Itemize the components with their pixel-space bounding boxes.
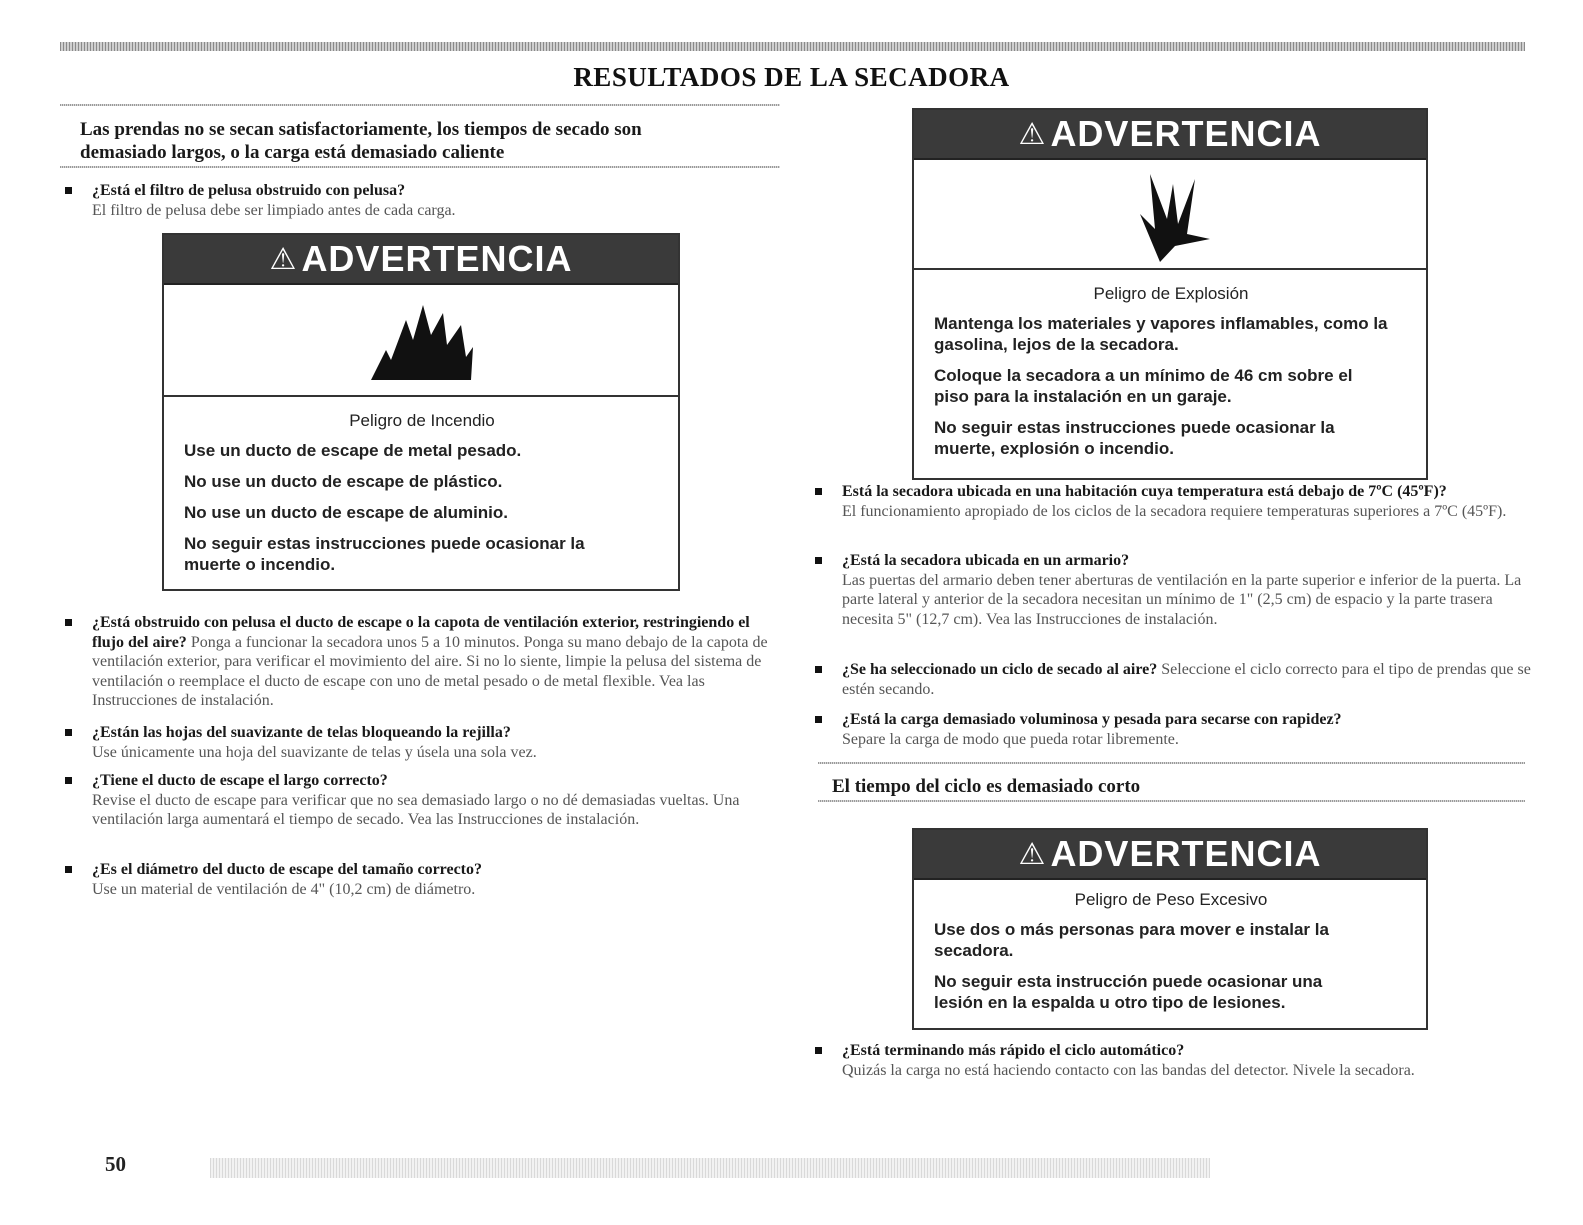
list-item: ¿Está la carga demasiado voluminosa y pesada para secarse con rapidez? Separe la carga de modo que pueda rotar libremente. <box>842 710 1532 749</box>
warning-line: No use un ducto de escape de plástico. <box>184 472 503 491</box>
page-title: RESULTADOS DE LA SECADORA <box>573 62 1010 92</box>
warning-box-weight <box>912 828 1428 1030</box>
warning-line: Use dos o más personas para mover e instalar la secadora. <box>934 920 1329 960</box>
section-heading: Las prendas no se secan satisfactoriamente, los tiempos de secado son demasiado largos, o la carga está demasiado caliente <box>80 119 642 163</box>
warning-box-fire <box>162 233 680 591</box>
hazard-icon-area <box>164 285 678 397</box>
warning-header: ⚠ ADVERTENCIA <box>164 235 678 285</box>
divider <box>818 762 1525 764</box>
list-item: ¿Está el filtro de pelusa obstruido con pelusa? El filtro de pelusa debe ser limpiado antes de cada carga. <box>92 181 782 220</box>
warning-line: No seguir estas instrucciones puede ocasionar la muerte o incendio. <box>184 534 585 574</box>
warning-triangle-icon: ⚠ <box>1018 117 1047 151</box>
fire-icon <box>361 295 481 385</box>
list-item: ¿Tiene el ducto de escape el largo correcto? Revise el ducto de escape para verificar que no sea demasiado largo o no dé demasiadas vueltas. Una ventilación larga aumentará el tiempo de secado. Vea las Instrucciones de instalación. <box>92 771 782 830</box>
hazard-title: Peligro de Explosión <box>1093 284 1249 303</box>
list-item: ¿Está obstruido con pelusa el ducto de escape o la capota de ventilación exterior, restringiendo el flujo del aire? Ponga a funcionar la secadora unos 5 a 10 minutos. Ponga su mano debajo de la capota de ventilación exterior, para verificar el movimiento del aire. Si no lo siente, limpie la pelusa del sistema de ventilación o reemplace el ducto de escape con uno de metal pesado o de metal flexible. Vea las Instrucciones de instalación. <box>92 613 782 711</box>
footer-decorative-bar <box>210 1158 1210 1178</box>
warning-line: Coloque la secadora a un mínimo de 46 cm sobre el piso para la instalación en un garaje. <box>934 366 1353 406</box>
warning-line: No seguir esta instrucción puede ocasionar una lesión en la espalda u otro tipo de lesiones. <box>934 972 1323 1012</box>
warning-line: Mantenga los materiales y vapores inflamables, como la gasolina, lejos de la secadora. <box>934 314 1388 354</box>
warning-line: Use un ducto de escape de metal pesado. <box>184 441 522 460</box>
hazard-title: Peligro de Peso Excesivo <box>1074 890 1268 909</box>
top-decorative-bar <box>60 42 1525 51</box>
section-heading: El tiempo del ciclo es demasiado corto <box>832 776 1141 797</box>
warning-triangle-icon: ⚠ <box>1018 837 1047 871</box>
list-item: ¿Está terminando más rápido el ciclo automático? Quizás la carga no está haciendo contacto con las bandas del detector. Nivele la secadora. <box>842 1041 1482 1080</box>
list-item: ¿Se ha seleccionado un ciclo de secado al aire? Seleccione el ciclo correcto para el tipo de prendas que se estén secando. <box>842 661 1531 698</box>
warning-triangle-icon: ⚠ <box>269 242 298 276</box>
hazard-icon-area <box>914 160 1426 270</box>
hazard-title: Peligro de Incendio <box>349 411 495 430</box>
divider <box>818 800 1525 802</box>
divider <box>60 166 780 168</box>
page-number: 50 <box>105 1152 126 1176</box>
warning-header: ⚠ ADVERTENCIA <box>914 830 1426 880</box>
divider <box>60 104 780 106</box>
warning-header: ⚠ ADVERTENCIA <box>914 110 1426 160</box>
warning-line: No use un ducto de escape de aluminio. <box>184 503 509 522</box>
list-item: ¿Están las hojas del suavizante de telas bloqueando la rejilla? Use únicamente una hoja del suavizante de telas y úsela una sola vez. <box>92 723 782 762</box>
list-item: ¿Es el diámetro del ducto de escape del tamaño correcto? Use un material de ventilación de 4" (10,2 cm) de diámetro. <box>92 860 782 899</box>
explosion-icon <box>1115 164 1225 264</box>
list-item: Está la secadora ubicada en una habitación cuya temperatura está debajo de 7ºC (45ºF)? El funcionamiento apropiado de los ciclos de la secadora requiere temperaturas superiores a 7ºC (45ºF). <box>842 482 1532 521</box>
list-item: ¿Está la secadora ubicada en un armario? Las puertas del armario deben tener aberturas de ventilación en la parte superior e inferior de la puerta. La parte lateral y anterior de la secadora necesitan un mínimo de 1" (2,5 cm) de espacio y la parte trasera necesita 5" (12,7 cm). Vea las Instrucciones de instalación. <box>842 551 1532 629</box>
warning-line: No seguir estas instrucciones puede ocasionar la muerte, explosión o incendio. <box>934 418 1335 458</box>
warning-box-explosion <box>912 108 1428 480</box>
